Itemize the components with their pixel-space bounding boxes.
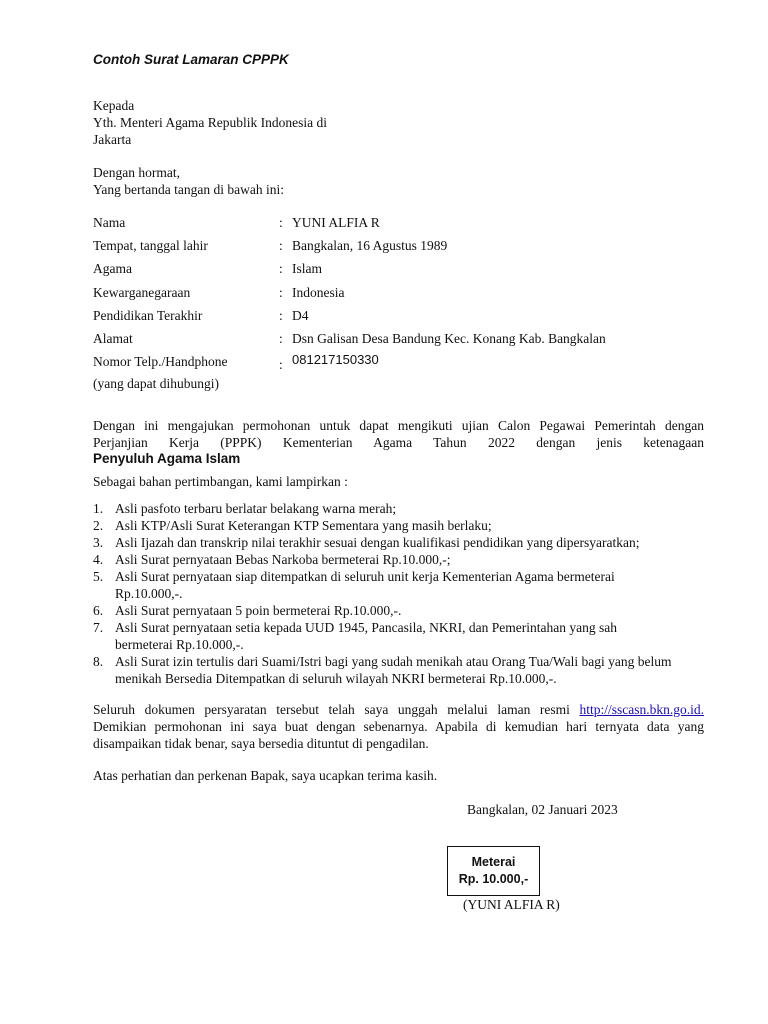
list-item-text: Asli KTP/Asli Surat Keterangan KTP Sementara yang masih berlaku; bbox=[115, 518, 492, 533]
list-item bbox=[93, 653, 713, 687]
stamp-line-1: Meterai bbox=[471, 855, 516, 869]
place-date: Bangkalan, 02 Januari 2023 bbox=[467, 802, 618, 817]
sscasn-link[interactable]: http://sscasn.bkn.go.id. bbox=[579, 702, 704, 717]
greeting-block bbox=[93, 164, 284, 198]
attachments-intro: Sebagai bahan pertimbangan, kami lampirkan : bbox=[93, 474, 348, 489]
closing-line-3: disampaikan tidak benar, saya bersedia dituntut di pengadilan. bbox=[93, 736, 429, 751]
list-item bbox=[93, 551, 713, 568]
identity-note: (yang dapat dihubungi) bbox=[93, 376, 219, 391]
identity-colon: : bbox=[279, 308, 283, 323]
list-item-text: Asli pasfoto terbaru berlatar belakang warna merah; bbox=[115, 501, 397, 516]
list-item-text-continued: menikah Bersedia Ditempatkan di seluruh wilayah NKRI bermeterai Rp.10.000,-. bbox=[115, 671, 557, 686]
identity-colon: : bbox=[279, 261, 283, 276]
identity-value: YUNI ALFIA R bbox=[292, 215, 380, 230]
identity-value: Islam bbox=[292, 261, 322, 276]
identity-colon: : bbox=[279, 285, 283, 300]
list-item bbox=[93, 602, 713, 619]
identity-label: Nomor Telp./Handphone bbox=[93, 354, 228, 369]
list-item-text: Asli Surat pernyataan Bebas Narkoba bermeterai Rp.10.000,-; bbox=[115, 552, 451, 567]
list-item bbox=[93, 500, 713, 517]
recipient-line-1: Kepada bbox=[93, 98, 135, 113]
stamp-line-2: Rp. 10.000,- bbox=[458, 872, 529, 886]
recipient-line-3: Jakarta bbox=[93, 132, 132, 147]
list-item-number: 7. bbox=[93, 620, 104, 635]
recipient-block bbox=[93, 97, 327, 148]
identity-label: Tempat, tanggal lahir bbox=[93, 238, 208, 253]
letter-title: Contoh Surat Lamaran CPPPK bbox=[93, 52, 289, 67]
list-item bbox=[93, 568, 713, 602]
identity-label: Kewarganegaraan bbox=[93, 285, 191, 300]
identity-colon: : bbox=[279, 238, 283, 253]
application-line-2: Perjanjian Kerja (PPPK) Kementerian Agama Tahun 2022 dengan jenis ketenagaan bbox=[93, 435, 704, 450]
greeting-line-2: Yang bertanda tangan di bawah ini: bbox=[93, 182, 284, 197]
list-item-number: 5. bbox=[93, 569, 104, 584]
list-item-text-continued: Rp.10.000,-. bbox=[115, 586, 183, 601]
closing-line-1 bbox=[93, 701, 704, 718]
list-item bbox=[93, 517, 713, 534]
list-item-text: Asli Surat pernyataan setia kepada UUD 1945, Pancasila, NKRI, dan Pemerintahan yang sah bbox=[115, 620, 617, 635]
signature-name: (YUNI ALFIA R) bbox=[463, 897, 560, 912]
identity-value: 081217150330 bbox=[292, 352, 379, 367]
list-item-number: 4. bbox=[93, 552, 104, 567]
greeting-line-1: Dengan hormat, bbox=[93, 165, 180, 180]
identity-label: Pendidikan Terakhir bbox=[93, 308, 203, 323]
thanks-line: Atas perhatian dan perkenan Bapak, saya ucapkan terima kasih. bbox=[93, 768, 438, 783]
list-item-number: 6. bbox=[93, 603, 104, 618]
list-item-text: Asli Surat pernyataan 5 poin bermeterai Rp.10.000,-. bbox=[115, 603, 402, 618]
list-item-text-continued: bermeterai Rp.10.000,-. bbox=[115, 637, 244, 652]
closing-paragraph bbox=[93, 701, 704, 752]
list-item-number: 3. bbox=[93, 535, 104, 550]
closing-line-2: Demikian permohonan ini saya buat dengan sebenarnya. Apabila di kemudian hari ternyata data yang bbox=[93, 719, 704, 734]
identity-value: D4 bbox=[292, 308, 309, 323]
identity-value: Dsn Galisan Desa Bandung Kec. Konang Kab. Bangkalan bbox=[292, 331, 606, 346]
identity-label: Alamat bbox=[93, 331, 133, 346]
identity-colon: : bbox=[279, 357, 283, 372]
attachments-list bbox=[93, 500, 713, 687]
application-paragraph bbox=[93, 417, 704, 451]
recipient-line-2: Yth. Menteri Agama Republik Indonesia di bbox=[93, 115, 327, 130]
position-heading: Penyuluh Agama Islam bbox=[93, 451, 241, 466]
identity-label: Agama bbox=[93, 261, 132, 276]
list-item-text: Asli Surat izin tertulis dari Suami/Istri bagi yang sudah menikah atau Orang Tua/Wali bagi yang belum bbox=[115, 654, 672, 669]
list-item-text: Asli Surat pernyataan siap ditempatkan di seluruh unit kerja Kementerian Agama bermeterai bbox=[115, 569, 615, 584]
identity-value: Indonesia bbox=[292, 285, 345, 300]
identity-label: Nama bbox=[93, 215, 126, 230]
list-item-number: 2. bbox=[93, 518, 104, 533]
list-item-number: 8. bbox=[93, 654, 104, 669]
list-item bbox=[93, 534, 713, 551]
list-item bbox=[93, 619, 713, 653]
identity-colon: : bbox=[279, 215, 283, 230]
application-line-1: Dengan ini mengajukan permohonan untuk dapat mengikuti ujian Calon Pegawai Pemerintah dengan bbox=[93, 418, 704, 433]
identity-value: Bangkalan, 16 Agustus 1989 bbox=[292, 238, 448, 253]
identity-colon: : bbox=[279, 331, 283, 346]
list-item-text: Asli Ijazah dan transkrip nilai terakhir sesuai dengan kualifikasi pendidikan yang dipersyaratkan; bbox=[115, 535, 640, 550]
stamp-box bbox=[447, 846, 540, 896]
closing-line-1-text: Seluruh dokumen persyaratan tersebut telah saya unggah melalui laman resmi bbox=[93, 702, 570, 717]
list-item-number: 1. bbox=[93, 501, 104, 516]
